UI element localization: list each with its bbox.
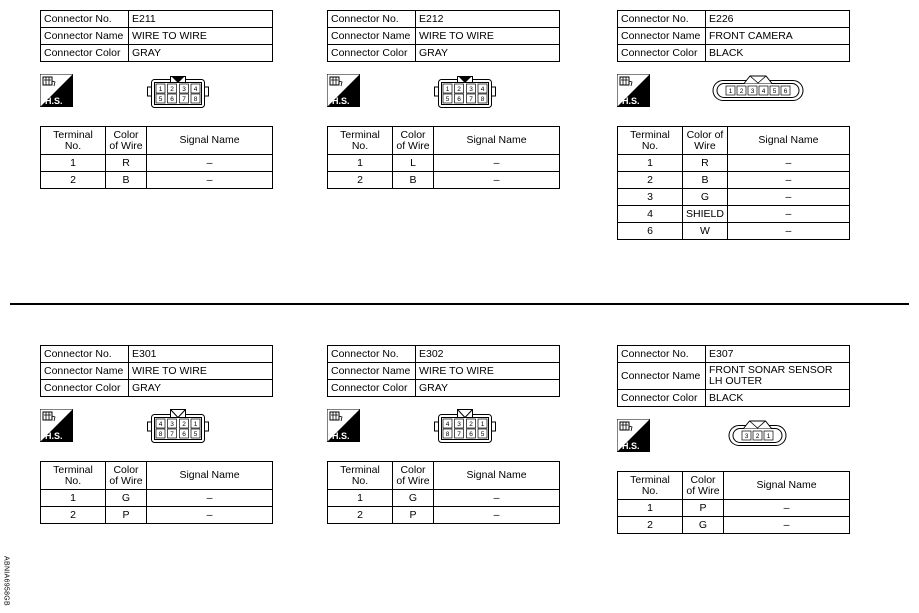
connector-color-row xyxy=(41,380,273,397)
terminal-table-header xyxy=(618,127,850,155)
connector-name-row xyxy=(328,28,560,45)
terminal-table xyxy=(617,126,850,240)
pin-label: 6 xyxy=(457,96,461,103)
connector-name-label: Connector Name xyxy=(618,28,706,45)
signal-name-cell: – xyxy=(727,155,849,172)
pin-label: 5 xyxy=(158,96,163,103)
section-divider xyxy=(10,303,909,305)
connector-diagram xyxy=(40,397,273,461)
header-signal-name: Signal Name xyxy=(434,462,560,490)
wire-color-cell: R xyxy=(106,155,147,172)
terminal-no-cell: 1 xyxy=(328,155,393,172)
header-color-of-wire: Color of Wire xyxy=(393,462,434,490)
harness-side-icon xyxy=(327,74,360,107)
pin-label: 4 xyxy=(445,421,450,428)
signal-name-cell: – xyxy=(434,490,560,507)
connector-diagram xyxy=(327,62,560,126)
header-signal-name: Signal Name xyxy=(147,127,273,155)
hs-label: H.S. xyxy=(332,96,350,106)
wire-color-cell: B xyxy=(393,172,434,189)
pin-label: 2 xyxy=(469,421,473,428)
connector-number-value: E302 xyxy=(416,346,560,363)
connector-color-label: Connector Color xyxy=(328,45,416,62)
connector-color-row xyxy=(618,390,850,407)
connector-name-value: WIRE TO WIRE xyxy=(129,363,273,380)
hs-label: H.S. xyxy=(332,431,350,441)
connector-name-row xyxy=(328,363,560,380)
header-terminal-no: Terminal No. xyxy=(618,472,683,500)
header-color-of-wire: Color of Wire xyxy=(393,127,434,155)
figure-id: ABNIA6958GB xyxy=(2,556,10,606)
table-row xyxy=(618,223,850,240)
hs-label: H.S. xyxy=(45,96,63,106)
signal-name-cell: – xyxy=(147,172,273,189)
pin-label: 1 xyxy=(445,86,450,93)
hs-label: H.S. xyxy=(622,441,640,451)
connector-number-label: Connector No. xyxy=(41,11,129,28)
pin-label: 8 xyxy=(445,431,450,438)
pin-label: 1 xyxy=(728,88,733,95)
connector-block-e302 xyxy=(327,345,560,524)
table-row xyxy=(618,189,850,206)
signal-name-cell: – xyxy=(727,206,849,223)
connector-color-value: BLACK xyxy=(706,390,850,407)
wire-color-cell: P xyxy=(106,507,147,524)
pin-label: 2 xyxy=(457,86,461,93)
terminal-no-cell: 1 xyxy=(41,490,106,507)
connector-color-value: GRAY xyxy=(416,380,560,397)
table-row xyxy=(328,490,560,507)
pin-label: 2 xyxy=(170,86,174,93)
header-terminal-no: Terminal No. xyxy=(328,462,393,490)
pin-label: 8 xyxy=(158,431,163,438)
connector-name-label: Connector Name xyxy=(328,363,416,380)
table-row xyxy=(41,155,273,172)
connector-block-e307 xyxy=(617,345,850,534)
pin-label: 4 xyxy=(193,86,198,93)
connector-number-label: Connector No. xyxy=(618,11,706,28)
connector-name-value: FRONT SONAR SENSOR LH OUTER xyxy=(706,363,850,390)
terminal-no-cell: 2 xyxy=(328,172,393,189)
header-signal-name: Signal Name xyxy=(727,127,849,155)
pin-label: 5 xyxy=(480,431,485,438)
connector-color-label: Connector Color xyxy=(618,390,706,407)
connector-number-label: Connector No. xyxy=(41,346,129,363)
table-row xyxy=(328,155,560,172)
table-row xyxy=(328,507,560,524)
hs-label: H.S. xyxy=(45,431,63,441)
connector-diagram xyxy=(40,62,273,126)
pin-label: 2 xyxy=(739,88,744,95)
table-row xyxy=(328,172,560,189)
terminal-table xyxy=(327,126,560,189)
pin-label: 7 xyxy=(170,431,174,438)
pin-label: 3 xyxy=(469,86,473,93)
wire-color-cell: G xyxy=(106,490,147,507)
connector-number-row xyxy=(328,346,560,363)
terminal-no-cell: 2 xyxy=(328,507,393,524)
connector-name-row xyxy=(618,28,850,45)
wire-color-cell: P xyxy=(683,500,724,517)
connector-number-row xyxy=(41,346,273,363)
connector-number-row xyxy=(618,346,850,363)
connector-3pin-oval-icon xyxy=(728,419,787,447)
connector-name-value: WIRE TO WIRE xyxy=(416,28,560,45)
pin-label: 1 xyxy=(766,433,771,440)
connector-color-label: Connector Color xyxy=(41,45,129,62)
connector-color-value: GRAY xyxy=(129,380,273,397)
signal-name-cell: – xyxy=(147,490,273,507)
wire-color-cell: W xyxy=(683,223,728,240)
connector-color-value: BLACK xyxy=(706,45,850,62)
connector-color-value: GRAY xyxy=(129,45,273,62)
wire-color-cell: B xyxy=(683,172,728,189)
connector-number-row xyxy=(328,11,560,28)
harness-side-icon xyxy=(40,74,73,107)
header-color-of-wire: Color of Wire xyxy=(106,127,147,155)
connector-name-label: Connector Name xyxy=(328,28,416,45)
wire-color-cell: G xyxy=(683,517,724,534)
signal-name-cell: – xyxy=(434,507,560,524)
header-terminal-no: Terminal No. xyxy=(618,127,683,155)
pin-label: 6 xyxy=(182,431,186,438)
wire-color-cell: G xyxy=(683,189,728,206)
connector-color-row xyxy=(328,380,560,397)
connector-info-table xyxy=(40,345,273,397)
terminal-table xyxy=(40,126,273,189)
pin-label: 7 xyxy=(469,96,473,103)
connector-color-value: GRAY xyxy=(416,45,560,62)
wire-color-cell: R xyxy=(683,155,728,172)
pin-label: 5 xyxy=(193,431,198,438)
header-terminal-no: Terminal No. xyxy=(41,462,106,490)
wire-color-cell: L xyxy=(393,155,434,172)
pin-label: 8 xyxy=(193,96,198,103)
pin-label: 3 xyxy=(744,433,749,440)
pin-label: 4 xyxy=(158,421,163,428)
connector-8pin-socket-pins-4-1-over-8-5-icon xyxy=(434,409,496,443)
connector-name-label: Connector Name xyxy=(618,363,706,390)
terminal-table-header xyxy=(328,127,560,155)
signal-name-cell: – xyxy=(724,517,850,534)
harness-side-icon xyxy=(617,74,650,107)
pin-label: 4 xyxy=(480,86,485,93)
pin-label: 3 xyxy=(170,421,174,428)
connector-info-table xyxy=(617,10,850,62)
terminal-no-cell: 2 xyxy=(618,172,683,189)
connector-name-row xyxy=(618,363,850,390)
connector-color-row xyxy=(41,45,273,62)
pin-label: 6 xyxy=(469,431,473,438)
signal-name-cell: – xyxy=(727,223,849,240)
signal-name-cell: – xyxy=(434,155,560,172)
terminal-no-cell: 1 xyxy=(41,155,106,172)
connector-info-table xyxy=(327,10,560,62)
signal-name-cell: – xyxy=(727,189,849,206)
terminal-table-header xyxy=(41,127,273,155)
header-terminal-no: Terminal No. xyxy=(328,127,393,155)
terminal-no-cell: 6 xyxy=(618,223,683,240)
pin-label: 7 xyxy=(182,96,186,103)
table-row xyxy=(618,172,850,189)
pin-label: 4 xyxy=(761,88,766,95)
terminal-table xyxy=(327,461,560,524)
connector-number-value: E301 xyxy=(129,346,273,363)
signal-name-cell: – xyxy=(147,155,273,172)
harness-side-icon xyxy=(617,419,650,452)
connector-diagram xyxy=(617,407,850,471)
header-signal-name: Signal Name xyxy=(724,472,850,500)
table-row xyxy=(618,155,850,172)
connector-color-row xyxy=(618,45,850,62)
connector-block-e212 xyxy=(327,10,560,189)
connector-number-value: E212 xyxy=(416,11,560,28)
pin-label: 5 xyxy=(772,88,777,95)
terminal-no-cell: 4 xyxy=(618,206,683,223)
terminal-no-cell: 2 xyxy=(41,507,106,524)
terminal-no-cell: 1 xyxy=(618,500,683,517)
table-row xyxy=(618,206,850,223)
connector-color-label: Connector Color xyxy=(328,380,416,397)
terminal-no-cell: 1 xyxy=(618,155,683,172)
pin-label: 1 xyxy=(193,421,198,428)
signal-name-cell: – xyxy=(147,507,273,524)
header-signal-name: Signal Name xyxy=(434,127,560,155)
pin-label: 1 xyxy=(480,421,485,428)
pin-label: 7 xyxy=(457,431,461,438)
wire-color-cell: G xyxy=(393,490,434,507)
header-color-of-wire: Color of Wire xyxy=(683,127,728,155)
connector-color-label: Connector Color xyxy=(41,380,129,397)
connector-number-label: Connector No. xyxy=(618,346,706,363)
terminal-no-cell: 2 xyxy=(41,172,106,189)
connector-block-e211 xyxy=(40,10,273,189)
connector-info-table xyxy=(40,10,273,62)
connector-8pin-plug-pins-1-4-over-5-8-icon xyxy=(147,74,209,108)
connector-block-e301 xyxy=(40,345,273,524)
harness-side-icon xyxy=(327,409,360,442)
harness-side-icon xyxy=(40,409,73,442)
pin-label: 2 xyxy=(182,421,186,428)
pin-label: 6 xyxy=(170,96,174,103)
header-signal-name: Signal Name xyxy=(147,462,273,490)
pin-label: 8 xyxy=(480,96,485,103)
table-row xyxy=(41,507,273,524)
terminal-no-cell: 3 xyxy=(618,189,683,206)
pin-label: 6 xyxy=(783,88,788,95)
header-color-of-wire: Color of Wire xyxy=(683,472,724,500)
connector-name-row xyxy=(41,363,273,380)
connector-name-value: FRONT CAMERA xyxy=(706,28,850,45)
connector-block-e226 xyxy=(617,10,850,240)
wire-color-cell: SHIELD xyxy=(683,206,728,223)
table-row xyxy=(618,500,850,517)
terminal-table-header xyxy=(328,462,560,490)
connector-color-row xyxy=(328,45,560,62)
signal-name-cell: – xyxy=(724,500,850,517)
connector-name-label: Connector Name xyxy=(41,363,129,380)
connector-name-value: WIRE TO WIRE xyxy=(416,363,560,380)
connector-8pin-socket-pins-4-1-over-8-5-icon xyxy=(147,409,209,443)
header-color-of-wire: Color of Wire xyxy=(106,462,147,490)
terminal-table xyxy=(40,461,273,524)
wire-color-cell: B xyxy=(106,172,147,189)
wire-color-cell: P xyxy=(393,507,434,524)
table-row xyxy=(618,517,850,534)
pin-label: 3 xyxy=(182,86,186,93)
connector-number-label: Connector No. xyxy=(328,11,416,28)
connector-6pin-oval-icon xyxy=(712,74,804,102)
terminal-table-header xyxy=(41,462,273,490)
table-row xyxy=(41,172,273,189)
connector-name-label: Connector Name xyxy=(41,28,129,45)
pin-label: 5 xyxy=(445,96,450,103)
connector-number-row xyxy=(618,11,850,28)
connector-info-table xyxy=(327,345,560,397)
connector-name-value: WIRE TO WIRE xyxy=(129,28,273,45)
connector-name-row xyxy=(41,28,273,45)
terminal-table-header xyxy=(618,472,850,500)
table-row xyxy=(41,490,273,507)
pin-label: 1 xyxy=(158,86,163,93)
connector-diagram xyxy=(617,62,850,126)
connector-8pin-plug-pins-1-4-over-5-8-icon xyxy=(434,74,496,108)
signal-name-cell: – xyxy=(434,172,560,189)
terminal-table xyxy=(617,471,850,534)
connector-color-label: Connector Color xyxy=(618,45,706,62)
pin-label: 3 xyxy=(457,421,461,428)
connector-number-row xyxy=(41,11,273,28)
connector-info-table xyxy=(617,345,850,407)
pin-label: 3 xyxy=(750,88,755,95)
terminal-no-cell: 1 xyxy=(328,490,393,507)
connector-number-value: E226 xyxy=(706,11,850,28)
connector-number-value: E211 xyxy=(129,11,273,28)
connector-number-label: Connector No. xyxy=(328,346,416,363)
connector-number-value: E307 xyxy=(706,346,850,363)
hs-label: H.S. xyxy=(622,96,640,106)
connector-diagram xyxy=(327,397,560,461)
signal-name-cell: – xyxy=(727,172,849,189)
header-terminal-no: Terminal No. xyxy=(41,127,106,155)
terminal-no-cell: 2 xyxy=(618,517,683,534)
pin-label: 2 xyxy=(755,433,760,440)
